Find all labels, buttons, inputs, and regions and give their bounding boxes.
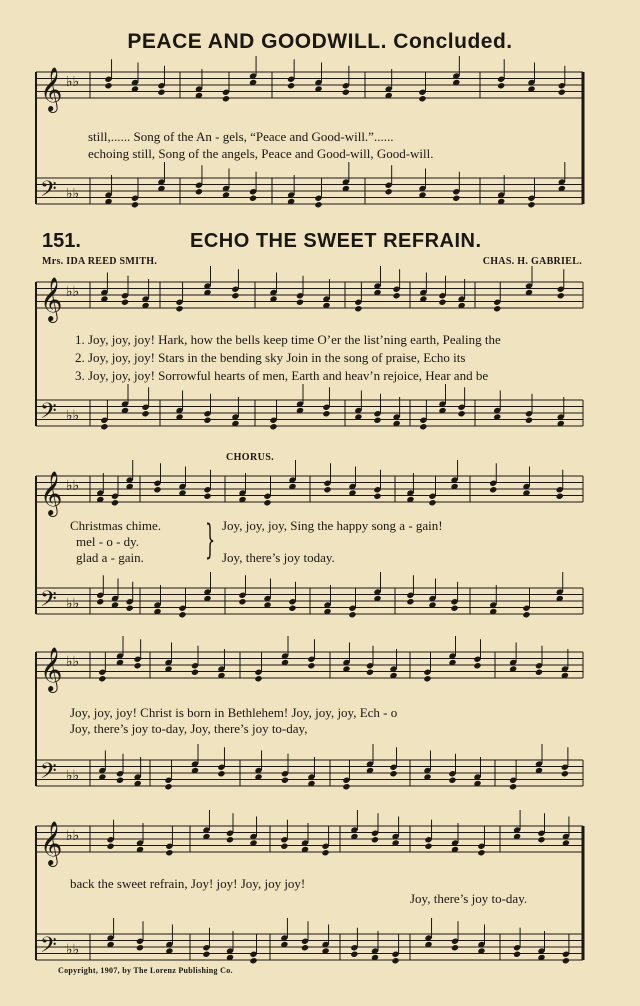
treble-staff [36,282,583,308]
key-signature-flat-icon: ♭♭ [66,596,80,612]
note-head [288,605,296,612]
note-head [104,82,112,89]
note-head [557,292,565,299]
note-head [522,611,530,618]
note-head [100,423,108,430]
note-head [111,499,119,506]
note-head [323,486,331,493]
note-head [301,944,309,951]
hymn-author: Mrs. IDA REED SMITH. [42,256,158,267]
note-head [238,598,246,605]
note-head [497,82,505,89]
bass-staff [36,400,583,426]
copyright-notice: Copyright, 1907, by The Lorenz Publishing Co. [58,966,233,975]
note-head [134,662,142,669]
treble-clef-icon: 𝄞 [40,67,63,111]
note-head [136,944,144,951]
hymn-title: ECHO THE SWEET REFRAIN. [190,230,482,252]
lyric-brace: } [205,517,216,563]
note-head [489,486,497,493]
note-head [217,770,225,777]
bass-clef-icon: 𝄢 [40,177,57,207]
note-head [373,417,381,424]
note-head [493,305,501,312]
note-head [96,598,104,605]
bass-clef-icon: 𝄢 [40,759,57,789]
verse-ending-1: Christmas chime. [70,518,161,533]
note-head [342,89,350,96]
bass-clef-icon: 𝄢 [40,933,57,963]
note-head [525,417,533,424]
note-head [348,611,356,618]
note-head [165,849,173,856]
note-head [281,777,289,784]
chorus-line: back the sweet refrain, Joy! joy! Joy, joy joy! [70,876,306,891]
key-signature-flat-icon: ♭♭ [66,74,80,90]
bass-staff [36,934,583,960]
note-head [513,951,521,958]
note-head [98,675,106,682]
note-head [153,486,161,493]
page-header-title: PEACE AND GOODWILL. Concluded. [127,30,513,53]
note-head [424,843,432,850]
key-signature-flat-icon: ♭♭ [66,186,80,202]
lyrics-line: echoing still, Song of the angels, Peace and Good-will, Good-will. [88,146,434,161]
note-head [314,201,322,208]
chorus-line: Joy, there’s joy to-day, Joy, there’s joy to-day, [70,721,308,736]
note-head [202,951,210,958]
note-head [231,292,239,299]
note-head [556,493,564,500]
note-head [477,849,485,856]
note-head [280,843,288,850]
note-head [263,499,271,506]
note-head [423,675,431,682]
note-head [438,299,446,306]
treble-clef-icon: 𝄞 [40,821,63,865]
treble-clef-icon: 𝄞 [40,647,63,691]
note-head [393,292,401,299]
note-head [450,605,458,612]
note-head [537,836,545,843]
note-head [562,957,570,964]
note-head [126,605,134,612]
note-head [131,201,139,208]
note-head [419,423,427,430]
note-head [287,82,295,89]
note-head [535,669,543,676]
chorus-line: Joy, joy, joy, Sing the happy song a - gain! [222,518,443,533]
note-head [406,598,414,605]
note-head [142,410,150,417]
bass-clef-icon: 𝄢 [40,399,57,429]
verse-line-1: 1. Joy, joy, joy! Hark, how the bells keep time O’er the list’ning earth, Pealing the [75,332,501,347]
treble-clef-icon: 𝄞 [40,471,63,515]
note-head [385,188,393,195]
note-head [389,770,397,777]
verse-line-2: 2. Joy, joy, joy! Stars in the bending sky Join in the song of praise, Echo its [75,350,466,365]
note-head [195,188,203,195]
note-head [269,423,277,430]
note-head [203,493,211,500]
note-head [428,499,436,506]
note-head [473,662,481,669]
chorus-line: Joy, joy, joy! Christ is born in Bethlehem! Joy, joy, joy, Ech - o [70,705,398,720]
note-head [527,201,535,208]
key-signature-flat-icon: ♭♭ [66,284,80,300]
note-head [350,951,358,958]
note-head [458,410,466,417]
note-head [373,493,381,500]
key-signature-flat-icon: ♭♭ [66,654,80,670]
note-head [116,777,124,784]
verse-ending-2: mel - o - dy. [76,534,140,549]
note-head [322,849,330,856]
note-head [451,944,459,951]
note-head [226,836,234,843]
note-head [121,299,129,306]
note-head [509,783,517,790]
key-signature-flat-icon: ♭♭ [66,408,80,424]
note-head [561,770,569,777]
note-head [448,777,456,784]
note-head [191,669,199,676]
verse-ending-3: glad a - gain. [76,550,144,565]
note-head [558,89,566,96]
note-head [418,95,426,102]
chorus-line: Joy, there’s joy to-day. [410,891,528,906]
note-head [342,783,350,790]
note-head [175,305,183,312]
note-head [178,611,186,618]
chorus-line: Joy, there’s joy today. [222,550,335,565]
chorus-label: CHORUS. [226,452,275,463]
note-head [203,417,211,424]
lyrics-line: still,...... Song of the An - gels, “Peace and Good-will.”...... [88,129,394,144]
verse-line-3: 3. Joy, joy, joy! Sorrowful hearts of men, Earth and heav’n rejoice, Hear and be [75,368,489,383]
treble-clef-icon: 𝄞 [40,277,63,321]
note-head [222,95,230,102]
key-signature-flat-icon: ♭♭ [66,768,80,784]
note-head [366,669,374,676]
note-head [452,195,460,202]
note-head [371,836,379,843]
key-signature-flat-icon: ♭♭ [66,828,80,844]
note-head [249,195,257,202]
note-head [107,843,115,850]
hymn-composer: CHAS. H. GABRIEL. [482,256,582,267]
note-head [307,662,315,669]
note-head [296,299,304,306]
bass-clef-icon: 𝄢 [40,587,57,617]
note-head [254,675,262,682]
note-head [157,89,165,96]
note-head [164,783,172,790]
key-signature-flat-icon: ♭♭ [66,942,80,958]
note-head [322,410,330,417]
key-signature-flat-icon: ♭♭ [66,478,80,494]
note-head [392,957,400,964]
note-head [354,305,362,312]
hymn-number: 151. [42,230,81,252]
note-head [249,957,257,964]
treble-staff [36,826,583,852]
